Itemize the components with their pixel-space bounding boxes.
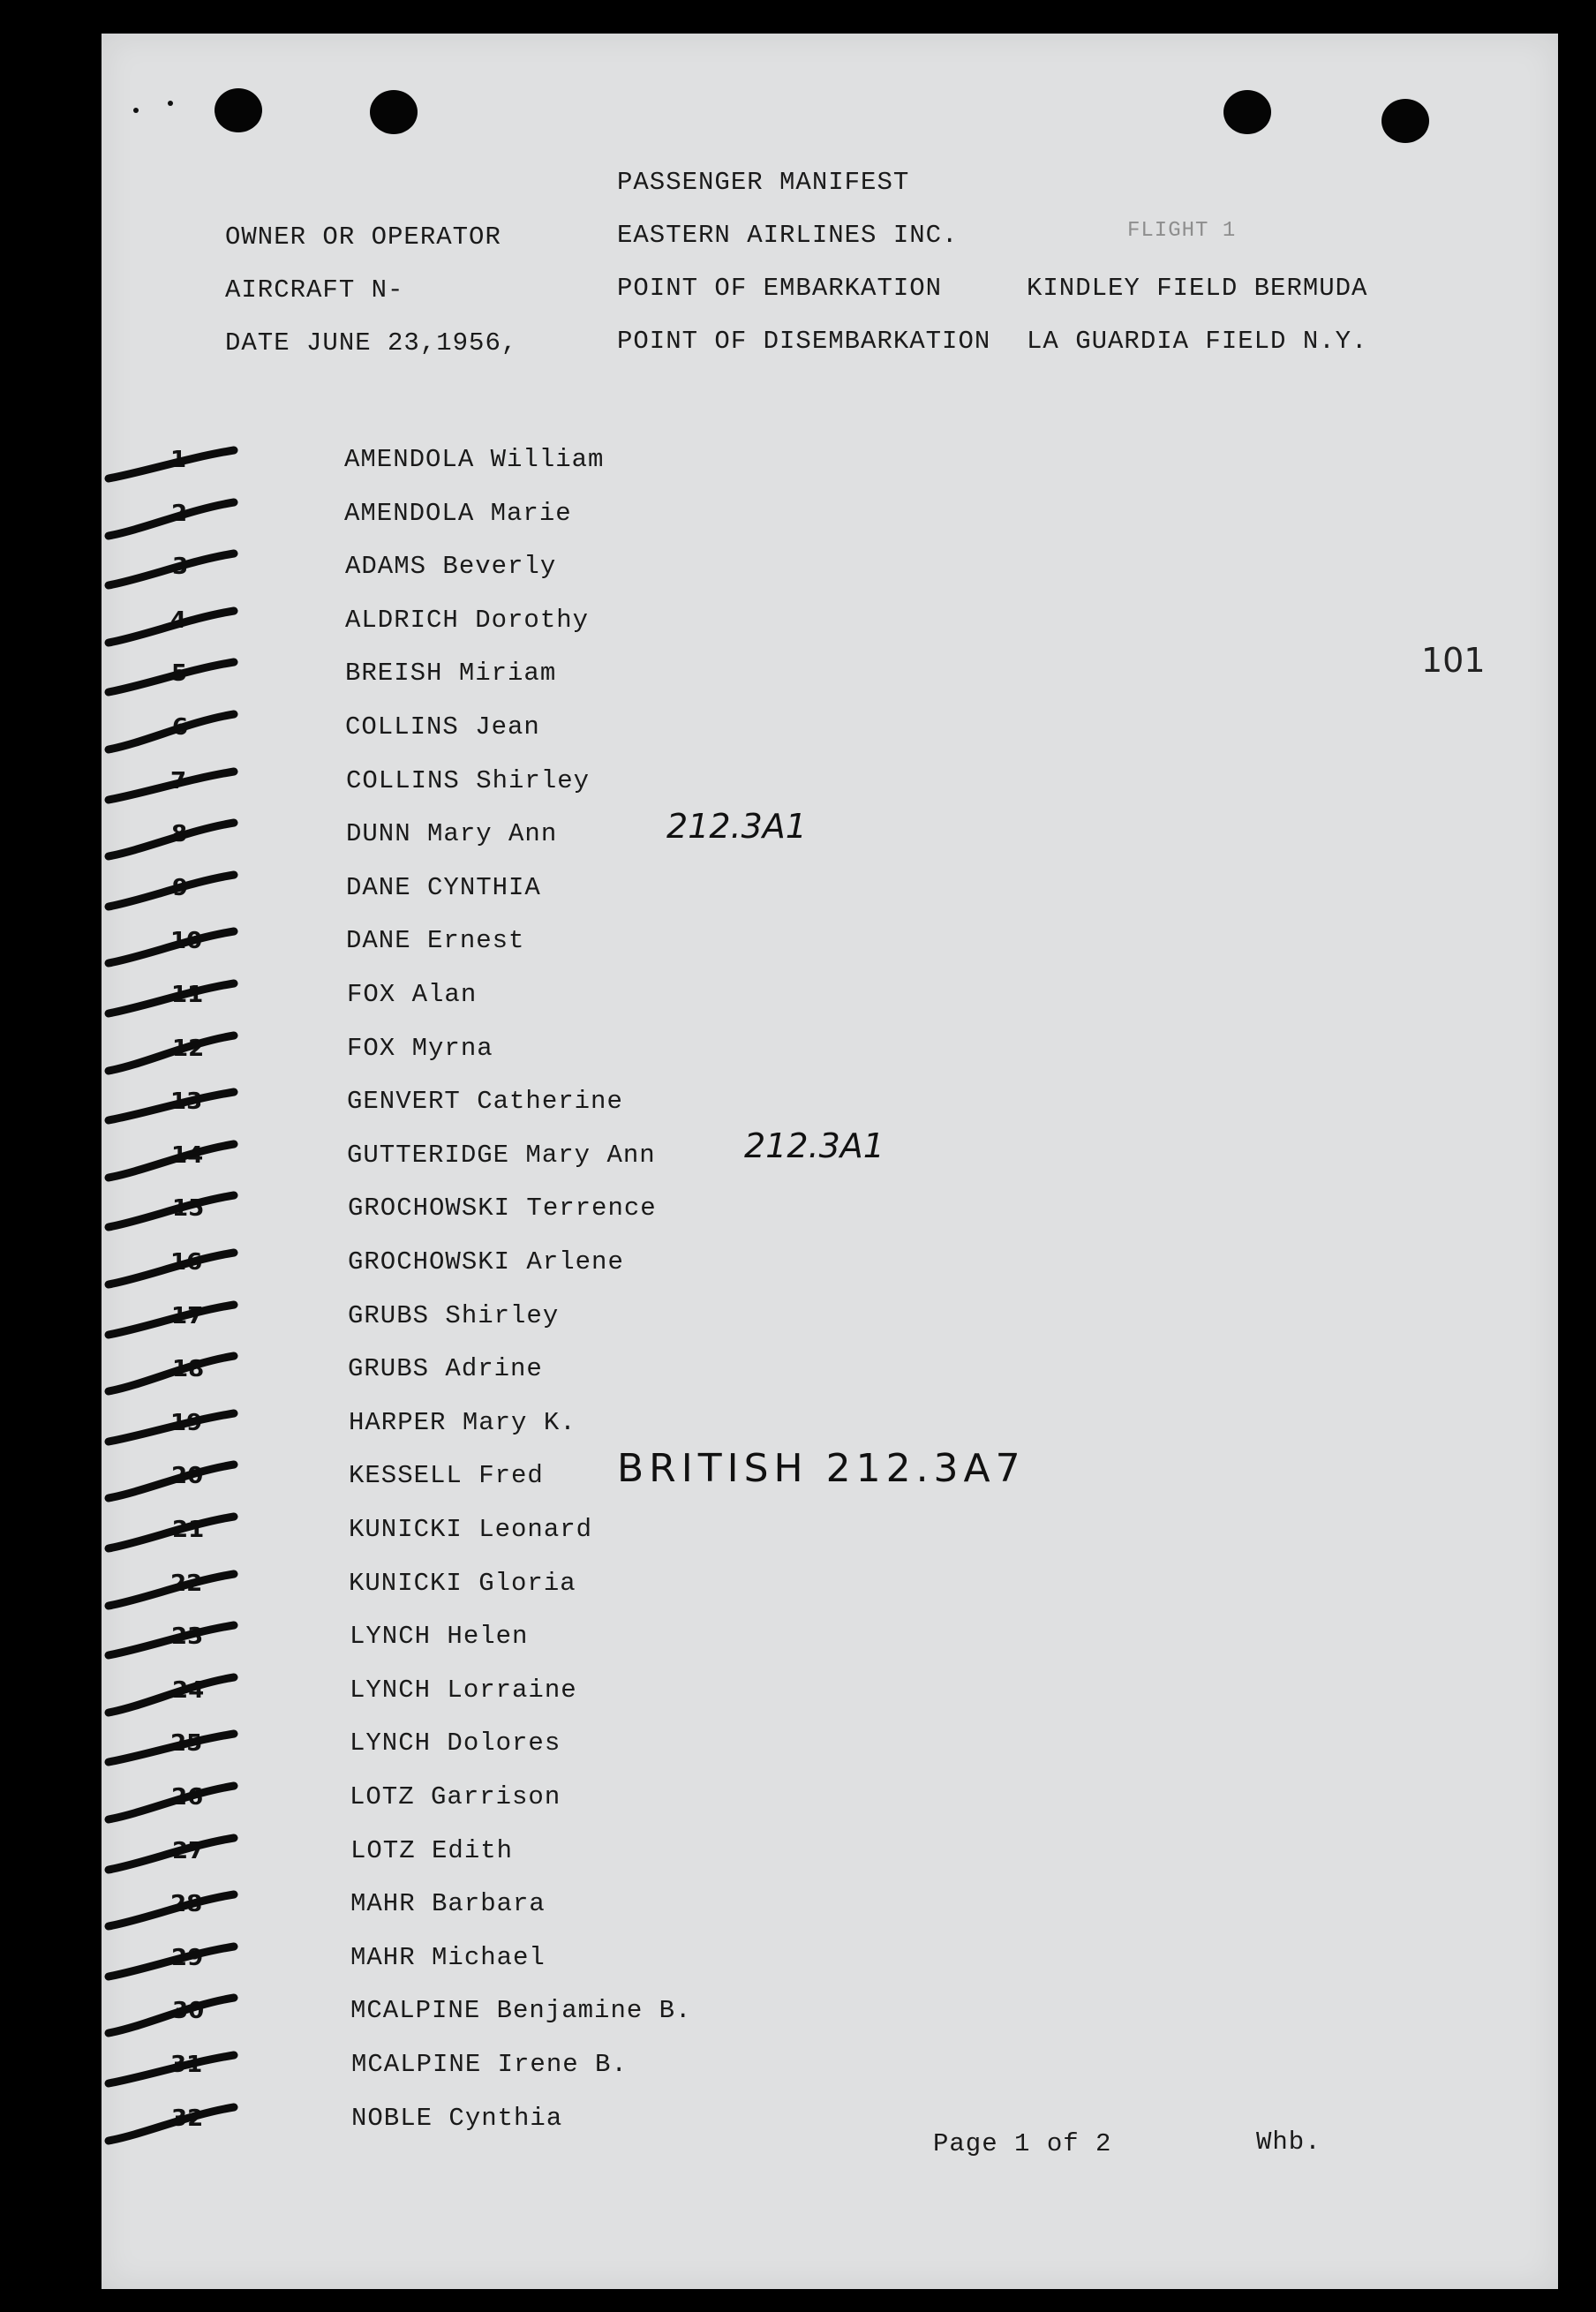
check-mark-slash	[102, 1831, 243, 1884]
annotation-gutteridge: 212.3A1	[744, 1126, 885, 1165]
check-mark-slash	[102, 1403, 243, 1456]
passenger-number: 7	[170, 768, 187, 795]
passenger-name: FOX Alan	[347, 980, 478, 1009]
passenger-name: LOTZ Garrison	[350, 1782, 561, 1811]
passenger-row	[102, 1670, 896, 1714]
passenger-row	[102, 761, 896, 805]
check-mark-slash	[102, 600, 243, 653]
passenger-number: 4	[170, 607, 187, 634]
passenger-name: FOX Myrna	[347, 1034, 493, 1063]
passenger-number: 30	[172, 1998, 205, 2024]
passenger-number: 23	[171, 1623, 204, 1650]
check-mark-slash	[102, 1028, 243, 1081]
passenger-row	[102, 2045, 896, 2089]
passenger-number: 12	[172, 1036, 205, 1062]
disembarkation-value: LA GUARDIA FIELD N.Y.	[1027, 327, 1368, 356]
passenger-name: GROCHOWSKI Arlene	[348, 1247, 624, 1276]
passenger-number: 6	[172, 714, 189, 741]
passenger-number: 28	[170, 1891, 203, 1917]
check-mark-slash	[102, 1777, 243, 1830]
passenger-name: LYNCH Dolores	[350, 1728, 561, 1758]
passenger-number: 13	[170, 1088, 203, 1115]
passenger-number: 20	[171, 1463, 204, 1489]
passenger-row	[102, 440, 896, 484]
passenger-name: HARPER Mary K.	[349, 1408, 576, 1437]
passenger-row	[102, 2098, 896, 2143]
passenger-name: GENVERT Catherine	[347, 1087, 623, 1116]
manifest-page	[102, 34, 1558, 2289]
passenger-number: 2	[171, 501, 188, 527]
punch-hole	[370, 90, 418, 134]
passenger-number: 29	[171, 1945, 204, 1971]
speck	[168, 101, 173, 106]
check-mark-slash	[102, 1884, 243, 1937]
passenger-row	[102, 1563, 896, 1608]
owner-value: EASTERN AIRLINES INC.	[617, 221, 959, 250]
annotation-kessell: BRITISH 212.3A7	[617, 1446, 1026, 1491]
check-mark-slash	[102, 1349, 243, 1402]
passenger-row	[102, 1242, 896, 1286]
passenger-name: KUNICKI Gloria	[349, 1569, 576, 1598]
manifest-title: PASSENGER MANIFEST	[617, 168, 910, 197]
passenger-number: 9	[172, 875, 189, 901]
punch-hole	[215, 88, 262, 132]
passenger-row	[102, 1723, 896, 1767]
check-mark-slash	[102, 1723, 243, 1776]
punch-hole	[1381, 99, 1429, 143]
passenger-name: ALDRICH Dorothy	[345, 606, 590, 635]
passenger-number: 15	[172, 1195, 205, 1222]
flight-number: FLIGHT 1	[1127, 219, 1237, 243]
page-stamp-number: 101	[1421, 641, 1486, 680]
passenger-name: AMENDOLA William	[344, 445, 605, 474]
check-mark-slash	[102, 1991, 243, 2044]
passenger-name: KUNICKI Leonard	[349, 1515, 593, 1544]
passenger-name: LYNCH Helen	[350, 1622, 529, 1651]
check-mark-slash	[102, 921, 243, 974]
check-mark-slash	[102, 1296, 243, 1349]
passenger-number: 26	[171, 1784, 204, 1811]
passenger-number: 14	[171, 1142, 204, 1169]
passenger-name: GROCHOWSKI Terrence	[348, 1194, 657, 1223]
passenger-name: GRUBS Shirley	[348, 1301, 560, 1330]
clerk-initials: Whb.	[1256, 2127, 1321, 2157]
passenger-name: LYNCH Lorraine	[350, 1676, 577, 1705]
aircraft-label: AIRCRAFT N-	[225, 275, 404, 305]
passenger-row	[102, 975, 896, 1019]
check-mark-slash	[102, 653, 243, 706]
passenger-number: 27	[172, 1838, 205, 1864]
passenger-row	[102, 653, 896, 697]
passenger-row	[102, 1349, 896, 1393]
embarkation-label: POINT OF EMBARKATION	[617, 274, 943, 303]
passenger-row	[102, 1081, 896, 1126]
page-count: Page 1 of 2	[933, 2129, 1112, 2158]
passenger-number: 22	[170, 1570, 203, 1597]
owner-label: OWNER OR OPERATOR	[225, 222, 501, 252]
passenger-number: 8	[171, 821, 188, 847]
annotation-dunn: 212.3A1	[666, 807, 807, 846]
passenger-row	[102, 1510, 896, 1554]
passenger-name: GRUBS Adrine	[348, 1354, 543, 1383]
punch-hole	[1223, 90, 1271, 134]
passenger-row	[102, 1884, 896, 1928]
passenger-number: 24	[172, 1677, 205, 1704]
check-mark-slash	[102, 761, 243, 814]
passenger-row	[102, 1991, 896, 2035]
passenger-row	[102, 1296, 896, 1340]
check-mark-slash	[102, 1456, 243, 1509]
passenger-name: KESSELL Fred	[349, 1461, 544, 1490]
check-mark-slash	[102, 1563, 243, 1616]
passenger-name: DANE CYNTHIA	[346, 873, 541, 902]
passenger-row	[102, 600, 896, 644]
check-mark-slash	[102, 975, 243, 1028]
passenger-row	[102, 1938, 896, 1982]
check-mark-slash	[102, 1081, 243, 1134]
passenger-name: MCALPINE Irene B.	[351, 2050, 628, 2079]
passenger-row	[102, 868, 896, 912]
flight-date: DATE JUNE 23,1956,	[225, 328, 518, 358]
passenger-name: BREISH Miriam	[345, 659, 557, 688]
check-mark-slash	[102, 2098, 243, 2151]
passenger-row	[102, 1777, 896, 1821]
passenger-number: 19	[170, 1410, 203, 1436]
passenger-row	[102, 1616, 896, 1661]
passenger-name: NOBLE Cynthia	[351, 2104, 563, 2133]
passenger-name: COLLINS Shirley	[346, 766, 591, 795]
check-mark-slash	[102, 868, 243, 921]
passenger-name: GUTTERIDGE Mary Ann	[347, 1141, 656, 1170]
check-mark-slash	[102, 1616, 243, 1669]
passenger-number: 17	[171, 1303, 204, 1329]
passenger-row	[102, 546, 896, 591]
passenger-number: 16	[170, 1249, 203, 1276]
passenger-number: 1	[170, 447, 187, 473]
check-mark-slash	[102, 1242, 243, 1295]
check-mark-slash	[102, 493, 243, 546]
disembarkation-label: POINT OF DISEMBARKATION	[617, 327, 991, 356]
passenger-name: LOTZ Edith	[350, 1836, 514, 1865]
check-mark-slash	[102, 2045, 243, 2097]
check-mark-slash	[102, 1188, 243, 1241]
passenger-row	[102, 493, 896, 538]
passenger-number: 3	[172, 554, 189, 580]
passenger-number: 18	[172, 1356, 205, 1382]
passenger-row	[102, 707, 896, 751]
embarkation-value: KINDLEY FIELD BERMUDA	[1027, 274, 1368, 303]
passenger-number: 31	[170, 2052, 203, 2078]
passenger-number: 32	[171, 2105, 204, 2132]
check-mark-slash	[102, 1938, 243, 1991]
passenger-name: MAHR Barbara	[350, 1889, 546, 1918]
check-mark-slash	[102, 1135, 243, 1188]
check-mark-slash	[102, 440, 243, 493]
passenger-row	[102, 1831, 896, 1875]
passenger-row	[102, 1188, 896, 1232]
passenger-name: COLLINS Jean	[345, 712, 540, 742]
passenger-number: 25	[170, 1730, 203, 1757]
check-mark-slash	[102, 814, 243, 867]
passenger-number: 5	[171, 660, 188, 687]
check-mark-slash	[102, 1670, 243, 1723]
passenger-name: ADAMS Beverly	[345, 552, 557, 581]
passenger-number: 10	[170, 928, 203, 954]
passenger-row	[102, 921, 896, 965]
passenger-name: DUNN Mary Ann	[346, 819, 558, 848]
check-mark-slash	[102, 707, 243, 760]
passenger-name: MAHR Michael	[350, 1943, 546, 1972]
speck	[133, 108, 139, 113]
passenger-name: MCALPINE Benjamine B.	[350, 1996, 692, 2025]
passenger-number: 11	[171, 982, 204, 1008]
passenger-name: DANE Ernest	[346, 926, 525, 955]
passenger-number: 21	[172, 1517, 205, 1543]
check-mark-slash	[102, 1510, 243, 1563]
passenger-row	[102, 1028, 896, 1073]
passenger-row	[102, 1403, 896, 1447]
passenger-name: AMENDOLA Marie	[344, 499, 572, 528]
check-mark-slash	[102, 546, 243, 599]
